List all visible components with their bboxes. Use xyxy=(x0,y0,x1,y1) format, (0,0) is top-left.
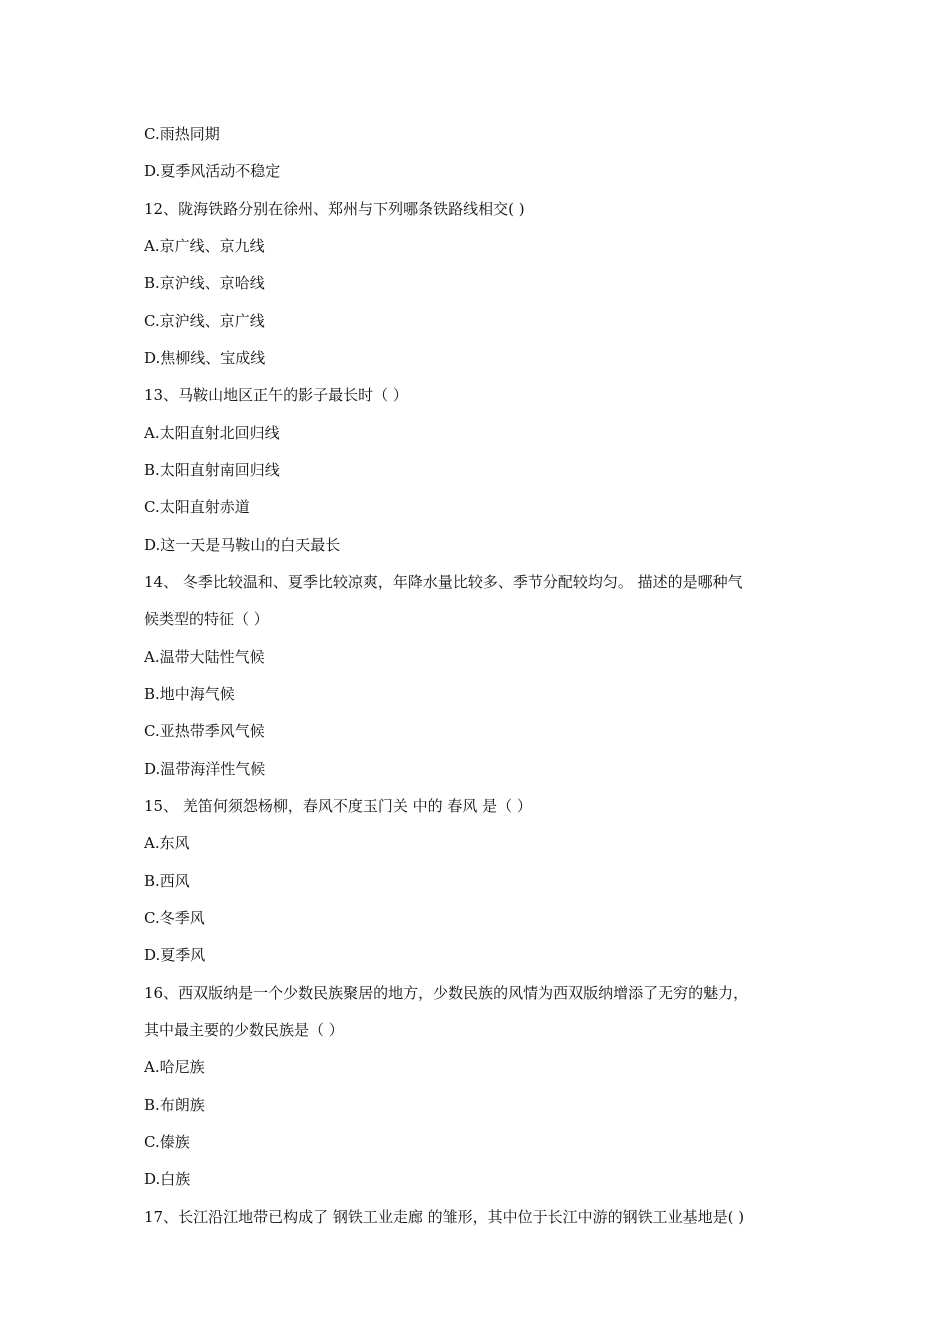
question-16-line-1: 16、西双版纳是一个少数民族聚居的地方，少数民族的风情为西双版纳增添了无穷的魅力， xyxy=(144,984,749,1002)
option-b-q12: B.京沪线、京哈线 xyxy=(144,274,265,292)
option-d-q13: D.这一天是马鞍山的白天最长 xyxy=(144,536,341,554)
option-c-q12: C.京沪线、京广线 xyxy=(144,312,265,330)
option-b-q13: B.太阳直射南回归线 xyxy=(144,461,280,479)
option-a-q12: A.京广线、京九线 xyxy=(144,237,265,255)
option-c-q13: C.太阳直射赤道 xyxy=(144,498,250,516)
option-a-q15: A.东风 xyxy=(144,834,190,852)
option-b-q16: B.布朗族 xyxy=(144,1096,205,1114)
option-d-q15: D.夏季风 xyxy=(144,946,206,964)
option-c-q16: C.傣族 xyxy=(144,1133,190,1151)
option-a-q14: A.温带大陆性气候 xyxy=(144,648,265,666)
question-13: 13、马鞍山地区正午的影子最长时（ ） xyxy=(144,386,408,404)
option-c-q14: C.亚热带季风气候 xyxy=(144,722,265,740)
question-14-line-1: 14、 冬季比较温和、夏季比较凉爽，年降水量比较多、季节分配较均匀。 描述的是哪种气 xyxy=(144,573,743,591)
question-17: 17、长江沿江地带已构成了 钢铁工业走廊 的雏形，其中位于长江中游的钢铁工业基地是( ) xyxy=(144,1208,745,1226)
option-b-q15: B.西风 xyxy=(144,872,190,890)
option-d-q16: D.白族 xyxy=(144,1170,191,1188)
option-d-q11: D.夏季风活动不稳定 xyxy=(144,162,281,180)
option-a-q13: A.太阳直射北回归线 xyxy=(144,424,280,442)
option-c-q15: C.冬季风 xyxy=(144,909,205,927)
option-d-q12: D.焦柳线、宝成线 xyxy=(144,349,266,367)
option-d-q14: D.温带海洋性气候 xyxy=(144,760,266,778)
question-14-line-2: 候类型的特征（ ） xyxy=(144,610,269,628)
question-12: 12、陇海铁路分别在徐州、郑州与下列哪条铁路线相交( ) xyxy=(144,200,525,218)
question-16-line-2: 其中最主要的少数民族是（ ） xyxy=(144,1021,344,1039)
question-15: 15、 羌笛何须怨杨柳，春风不度玉门关 中的 春风 是（ ） xyxy=(144,797,532,815)
option-a-q16: A.哈尼族 xyxy=(144,1058,205,1076)
option-b-q14: B.地中海气候 xyxy=(144,685,235,703)
option-c-q11: C.雨热同期 xyxy=(144,125,220,143)
